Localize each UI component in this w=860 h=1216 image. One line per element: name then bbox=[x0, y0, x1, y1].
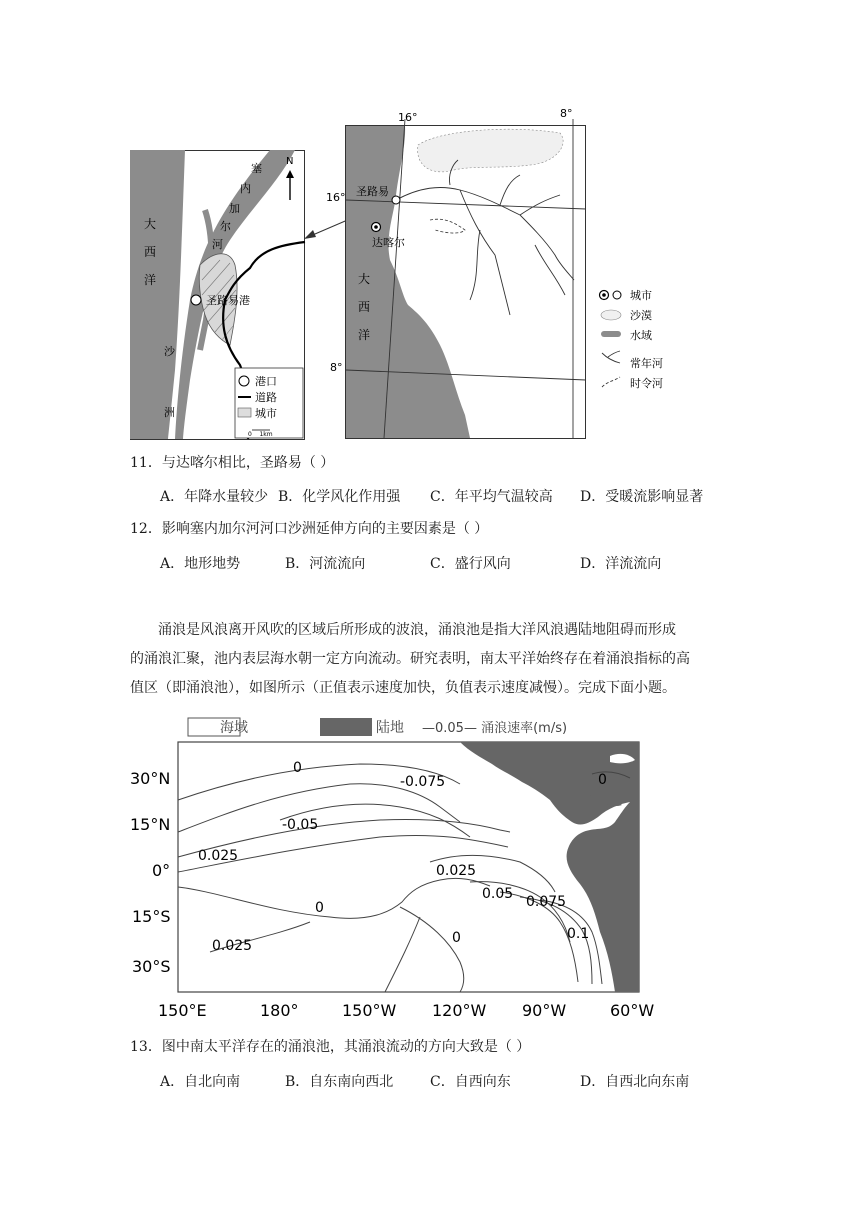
q11-option-a[interactable]: A．年降水量较少 bbox=[160, 489, 269, 505]
map2-ocean-label-1: 大 bbox=[358, 272, 371, 286]
river-label-2: 内 bbox=[240, 182, 251, 195]
saint-louis-port-map bbox=[130, 150, 305, 440]
legend-road: 道路 bbox=[255, 391, 277, 404]
river-label-1: 塞 bbox=[251, 162, 262, 175]
q13-option-b[interactable]: B．自东南向西北 bbox=[285, 1074, 394, 1090]
question-12: 12．影响塞内加尔河河口沙洲延伸方向的主要因素是（ ） bbox=[130, 521, 489, 537]
sandbar-label-2: 洲 bbox=[164, 406, 175, 419]
senegal-region-map bbox=[326, 105, 670, 445]
ocean-label-2: 西 bbox=[144, 245, 157, 259]
legend-perennial-swatch bbox=[602, 351, 620, 363]
lon-180: 180° bbox=[260, 1001, 299, 1020]
lat-30n: 30°N bbox=[130, 769, 171, 788]
passage-line-3: 值区（即涌浪池），如图所示（正值表示速度加快，负值表示速度减慢）。完成下面小题。 bbox=[130, 680, 676, 696]
legend-water-label: 水域 bbox=[630, 329, 652, 342]
legend-land-label: 陆地 bbox=[376, 720, 404, 736]
map2-ocean-label-3: 洋 bbox=[358, 328, 371, 342]
contour-label-0-south: 0 bbox=[452, 930, 461, 946]
river-label-3: 加 bbox=[229, 202, 240, 215]
lat-15s: 15°S bbox=[132, 907, 171, 926]
contour-label-0-ne: 0 bbox=[598, 772, 607, 788]
passage bbox=[130, 616, 720, 703]
lon-150e: 150°E bbox=[158, 1001, 207, 1020]
legend-seasonal-label: 时令河 bbox=[630, 377, 663, 390]
legend-desert-swatch bbox=[601, 310, 621, 320]
q12-option-a[interactable]: A．地形地势 bbox=[160, 556, 241, 572]
saint-louis-label: 圣路易 bbox=[356, 185, 389, 198]
lon-60w: 60°W bbox=[610, 1001, 655, 1020]
lon-150w: 150°W bbox=[342, 1001, 397, 1020]
q11-option-b[interactable]: B．化学风化作用强 bbox=[278, 489, 401, 505]
map2-ocean-label-2: 西 bbox=[358, 300, 371, 314]
swell-rate-map bbox=[130, 712, 665, 1024]
legend-city-swatch bbox=[238, 408, 251, 417]
legend-line-label: —0.05— 涌浪速率(m/s) bbox=[422, 721, 568, 736]
lat-30s: 30°S bbox=[132, 957, 171, 976]
contour-label-0025-south: 0.025 bbox=[212, 938, 253, 954]
legend-port-icon bbox=[239, 376, 249, 386]
sandbar-label-1: 沙 bbox=[164, 345, 175, 358]
lat-label-16: 16° bbox=[326, 191, 346, 204]
contour-label-0-north: 0 bbox=[293, 760, 302, 776]
ocean-label-3: 洋 bbox=[144, 273, 157, 287]
legend-port: 港口 bbox=[255, 375, 277, 388]
q11-option-c[interactable]: C．年平均气温较高 bbox=[430, 489, 553, 505]
lon-90w: 90°W bbox=[522, 1001, 567, 1020]
legend-perennial-label: 常年河 bbox=[630, 357, 663, 370]
contour-label-005: 0.05 bbox=[482, 886, 514, 902]
passage-line-2: 的涌浪汇聚，池内表层海水朝一定方向流动。研究表明，南太平洋始终存在着涌浪指标的高 bbox=[130, 651, 690, 667]
river-label-5: 河 bbox=[212, 238, 223, 251]
legend-land-swatch bbox=[320, 718, 372, 736]
lon-label-16: 16° bbox=[398, 111, 418, 124]
port-icon bbox=[191, 295, 201, 305]
question-11: 11．与达喀尔相比，圣路易（ ） bbox=[130, 455, 335, 471]
legend-city: 城市 bbox=[255, 407, 277, 420]
river-label-4: 尔 bbox=[220, 220, 231, 233]
lon-label-8: 8° bbox=[560, 107, 573, 120]
passage-line-1: 涌浪是风浪离开风吹的区域后所形成的波浪，涌浪池是指大洋风浪遇陆地阻碍而形成 bbox=[158, 622, 676, 638]
legend-desert-label: 沙漠 bbox=[630, 309, 652, 322]
legend-sea-label: 海域 bbox=[220, 720, 248, 736]
legend-seasonal-swatch bbox=[602, 377, 620, 387]
contour-label-neg005: -0.05 bbox=[282, 817, 319, 833]
lon-120w: 120°W bbox=[432, 1001, 487, 1020]
contour-label-01: 0.1 bbox=[567, 926, 590, 942]
q12-option-c[interactable]: C．盛行风向 bbox=[430, 556, 511, 572]
q13-option-a[interactable]: A．自北向南 bbox=[160, 1074, 241, 1090]
contour-label-0075: 0.075 bbox=[526, 894, 567, 910]
question-13: 13．图中南太平洋存在的涌浪池，其涌浪流动的方向大致是（ ） bbox=[130, 1039, 531, 1055]
ocean-label-1: 大 bbox=[144, 217, 157, 231]
q13-option-d[interactable]: D．自西北向东南 bbox=[580, 1074, 690, 1090]
dakar-label: 达喀尔 bbox=[372, 236, 405, 249]
q12-option-d[interactable]: D．洋流流向 bbox=[580, 556, 662, 572]
lat-15n: 15°N bbox=[130, 815, 171, 834]
legend-city-label: 城市 bbox=[630, 289, 652, 302]
lat-0: 0° bbox=[152, 861, 171, 880]
scale-label: 0 1km bbox=[248, 431, 273, 438]
lat-label-8: 8° bbox=[330, 361, 343, 374]
q12-option-b[interactable]: B．河流流向 bbox=[285, 556, 366, 572]
contour-label-0025-west: 0.025 bbox=[198, 848, 239, 864]
contour-label-0025-east: 0.025 bbox=[436, 863, 477, 879]
saint-louis-city-icon bbox=[392, 196, 400, 204]
north-label: N bbox=[286, 156, 294, 167]
legend-water-swatch bbox=[601, 331, 621, 337]
q11-option-d[interactable]: D．受暖流影响显著 bbox=[580, 489, 704, 505]
contour-label-neg0075: -0.075 bbox=[400, 774, 446, 790]
contour-label-0-central: 0 bbox=[315, 900, 324, 916]
port-city-label: 圣路易港 bbox=[206, 294, 250, 307]
q13-option-c[interactable]: C．自西向东 bbox=[430, 1074, 511, 1090]
